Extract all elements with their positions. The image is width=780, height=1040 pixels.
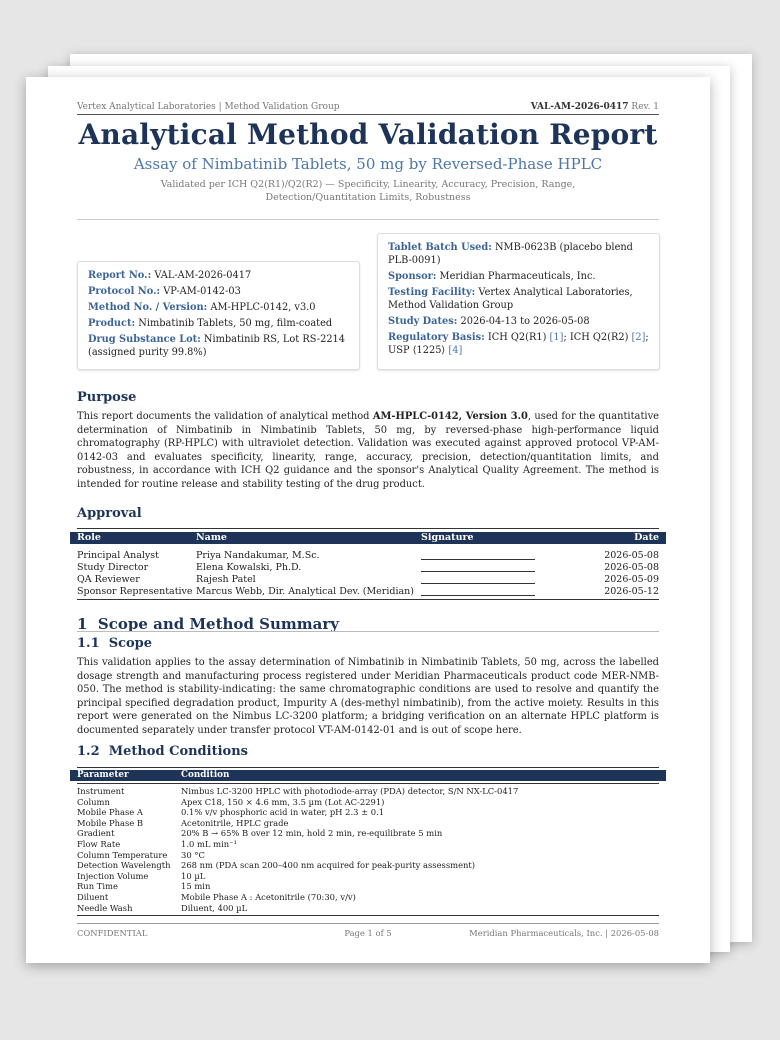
section-title: Scope and Method Summary	[97, 615, 339, 633]
conditions-row	[77, 818, 659, 829]
scope-text: This validation applies to the assay determination of Nimbatinib in Nimbatinib Tablets, 50 mg, across the labelled dosage strength and manufacturing process registered under Meridian Pharmaceuticals product code MER-NMB-050. The method is stability-indicating: the same chromatographic conditions are used to resolve and quantify the principal specified degradation product, Impurity A (des-methyl nimbatinib), from the active moiety. Results in this report were generated on the Nimbus LC-3200 platform; a bridging verification on an alternate HPLC platform is documented separately under transfer protocol VT-AM-0142-01 and is out of scope here.	[77, 657, 659, 736]
info-value: ; ICH Q2(R2)	[563, 332, 629, 343]
condition: Apex C18, 150 × 4.6 mm, 3.5 µm (Lot AC-2291)	[181, 796, 385, 807]
condition: Diluent, 400 µL	[181, 902, 248, 913]
conditions-row	[77, 881, 659, 892]
info-label: Study Dates:	[388, 316, 458, 327]
col-condition: Condition	[181, 770, 230, 780]
conditions-row	[77, 797, 659, 808]
col-signature: Signature	[421, 532, 474, 543]
info-drug-lot	[88, 333, 349, 359]
parameter: Injection Volume	[77, 870, 149, 881]
parameter: Instrument	[77, 786, 125, 796]
approval-role: Study Director	[77, 562, 149, 573]
conditions-row	[77, 807, 659, 818]
conditions-row	[77, 828, 659, 839]
conditions-row	[77, 839, 659, 850]
info-value: NMB-0623B (placebo blend PLB-0091)	[388, 242, 633, 266]
info-value: VAL-AM-2026-0417	[154, 270, 252, 281]
conditions-row	[77, 871, 659, 882]
purpose-text-post: , used for the quantitative determination of Nimbatinib in Nimbatinib Tablets, 50 mg, by reversed-phase high-performance liquid chromatography (RP-HPLC) with ultraviolet detection. Validation was executed against approved protocol VP-AM-0142-03 and evaluates specificity, linearity, range, accuracy, precision, detection/quantitation limits, and robustness, in accordance with ICH Q2 guidance and the sponsor's Analytical Quality Agreement. The method is intended for routine release and stability testing of the drug product.	[77, 411, 659, 490]
conditions-header-row	[77, 770, 659, 781]
running-header	[77, 102, 659, 115]
citation-link[interactable]: [2]	[631, 332, 646, 343]
section-1-2-heading	[77, 744, 248, 759]
conditions-bottom-rule	[77, 915, 659, 916]
info-value: ; USP ⟨1225⟩	[388, 332, 649, 356]
section-title: Method Conditions	[108, 744, 248, 759]
info-value: Meridian Pharmaceuticals, Inc.	[439, 271, 596, 282]
col-parameter: Parameter	[77, 770, 129, 780]
section-1-1-heading	[77, 636, 152, 651]
info-value: 2026-04-13 to 2026-05-08	[460, 316, 590, 327]
info-value: AM-HPLC-0142, v3.0	[210, 302, 316, 313]
condition: Acetonitrile, HPLC grade	[181, 817, 289, 828]
condition: Mobile Phase A : Acetonitrile (70:30, v/v)	[181, 891, 356, 902]
condition: 10 µL	[181, 870, 206, 881]
info-label: Method No. / Version:	[88, 302, 208, 313]
approval-top-rule	[77, 528, 659, 529]
signature-line[interactable]	[421, 574, 535, 584]
parameter: Mobile Phase B	[77, 817, 144, 828]
approval-row	[77, 586, 659, 598]
condition: 15 min	[181, 881, 211, 892]
info-sponsor	[388, 270, 649, 283]
citation-link[interactable]: [1]	[549, 332, 564, 343]
signature-line[interactable]	[421, 586, 535, 596]
info-label: Sponsor:	[388, 271, 437, 282]
info-label: Drug Substance Lot:	[88, 334, 201, 345]
section-1-rule	[77, 631, 659, 632]
study-info-box	[377, 233, 660, 370]
info-tablet-batch	[388, 241, 649, 267]
parameter: Needle Wash	[77, 902, 133, 913]
section-number: 1.2	[77, 744, 100, 759]
parameter: Mobile Phase A	[77, 807, 143, 818]
parameter: Column	[77, 796, 110, 807]
purpose-text-pre: This report documents the validation of analytical method	[77, 411, 373, 422]
footer-right: Meridian Pharmaceuticals, Inc. | 2026-05-08	[469, 928, 659, 938]
document-page	[26, 77, 710, 963]
citation-link[interactable]: [4]	[448, 345, 463, 356]
approval-bottom-rule	[77, 599, 659, 600]
condition: 0.1% v/v phosphoric acid in water, pH 2.3 ± 0.1	[181, 807, 385, 818]
approval-date: 2026-05-08	[604, 562, 659, 573]
purpose-text	[77, 410, 659, 491]
info-dates	[388, 315, 649, 328]
approval-heading: Approval	[77, 506, 142, 521]
page-footer	[77, 923, 659, 938]
info-protocol-no	[88, 285, 349, 298]
title-divider	[77, 219, 659, 220]
info-product	[88, 317, 349, 330]
info-method-no	[88, 301, 349, 314]
approval-name: Rajesh Patel	[196, 574, 256, 585]
doc-id: VAL-AM-2026-0417	[530, 102, 629, 112]
parameter: Diluent	[77, 891, 109, 902]
approval-row	[77, 550, 659, 562]
condition: Nimbus LC-3200 HPLC with photodiode-array (PDA) detector, S/N NX-LC-0417	[181, 786, 519, 796]
conditions-header-rule	[77, 783, 659, 784]
method-id-bold: AM-HPLC-0142, Version 3.0	[372, 411, 528, 422]
footer-left: CONFIDENTIAL	[77, 928, 148, 938]
info-value: Vertex Analytical Laboratories, Method Validation Group	[388, 287, 633, 311]
approval-date: 2026-05-12	[604, 586, 659, 597]
conditions-row	[77, 860, 659, 871]
document-subnote: Validated per ICH Q2(R1)/Q2(R2) — Specificity, Linearity, Accuracy, Precision, Range, Detection/Quantitation Limits, Robustness	[160, 179, 576, 203]
conditions-row	[77, 850, 659, 861]
approval-role: Sponsor Representative	[77, 586, 193, 597]
approval-name: Priya Nandakumar, M.Sc.	[196, 550, 320, 561]
conditions-table	[77, 786, 659, 913]
condition: 1.0 mL min⁻¹	[181, 838, 237, 849]
approval-role: QA Reviewer	[77, 574, 140, 585]
info-label: Regulatory Basis:	[388, 332, 485, 343]
conditions-row	[77, 903, 659, 914]
col-name: Name	[196, 532, 227, 543]
section-title: Scope	[108, 636, 153, 651]
revision: Rev. 1	[631, 102, 659, 112]
signature-line[interactable]	[421, 550, 535, 560]
approval-row	[77, 562, 659, 574]
parameter: Column Temperature	[77, 849, 168, 860]
purpose-heading: Purpose	[77, 390, 137, 405]
approval-date: 2026-05-08	[604, 550, 659, 561]
info-value: VP-AM-0142-03	[163, 286, 241, 297]
parameter: Flow Rate	[77, 838, 121, 849]
conditions-row	[77, 786, 659, 797]
document-subtitle: Assay of Nimbatinib Tablets, 50 mg by Reversed-Phase HPLC	[133, 155, 603, 173]
signature-line[interactable]	[421, 562, 535, 572]
running-header-right	[531, 102, 659, 112]
approval-date: 2026-05-09	[604, 574, 659, 585]
info-value: ICH Q2(R1)	[487, 332, 547, 343]
info-facility	[388, 286, 649, 312]
document-title: Analytical Method Validation Report	[78, 118, 658, 151]
info-value: Nimbatinib Tablets, 50 mg, film-coated	[138, 318, 333, 329]
info-regulatory	[388, 331, 649, 357]
conditions-row	[77, 892, 659, 903]
info-report-no	[88, 269, 349, 282]
info-label: Report No.:	[88, 270, 152, 281]
approval-header-row	[77, 532, 659, 544]
page-number: Page 1 of 5	[344, 928, 392, 938]
running-header-left: Vertex Analytical Laboratories | Method Validation Group	[77, 102, 340, 112]
report-info-box	[77, 261, 360, 370]
section-number: 1	[77, 615, 88, 633]
approval-role: Principal Analyst	[77, 550, 159, 561]
condition: 268 nm (PDA scan 200–400 nm acquired for peak-purity assessment)	[181, 860, 476, 871]
info-label: Testing Facility:	[388, 287, 476, 298]
condition: 30 °C	[181, 849, 205, 860]
approval-table	[77, 532, 659, 598]
approval-name: Marcus Webb, Dir. Analytical Dev. (Meridian)	[196, 586, 414, 597]
approval-row	[77, 574, 659, 586]
parameter: Run Time	[77, 881, 118, 892]
col-role: Role	[77, 532, 101, 543]
info-label: Tablet Batch Used:	[388, 242, 492, 253]
info-value: Nimbatinib RS, Lot RS-2214 (assigned purity 99.8%)	[88, 334, 346, 358]
conditions-top-rule	[77, 767, 659, 768]
parameter: Gradient	[77, 828, 115, 839]
col-date: Date	[634, 532, 659, 543]
info-label: Protocol No.:	[88, 286, 161, 297]
condition: 20% B → 65% B over 12 min, hold 2 min, re-equilibrate 5 min	[181, 828, 443, 839]
section-number: 1.1	[77, 636, 100, 651]
parameter: Detection Wavelength	[77, 860, 171, 871]
info-label: Product:	[88, 318, 136, 329]
approval-name: Elena Kowalski, Ph.D.	[196, 562, 302, 573]
